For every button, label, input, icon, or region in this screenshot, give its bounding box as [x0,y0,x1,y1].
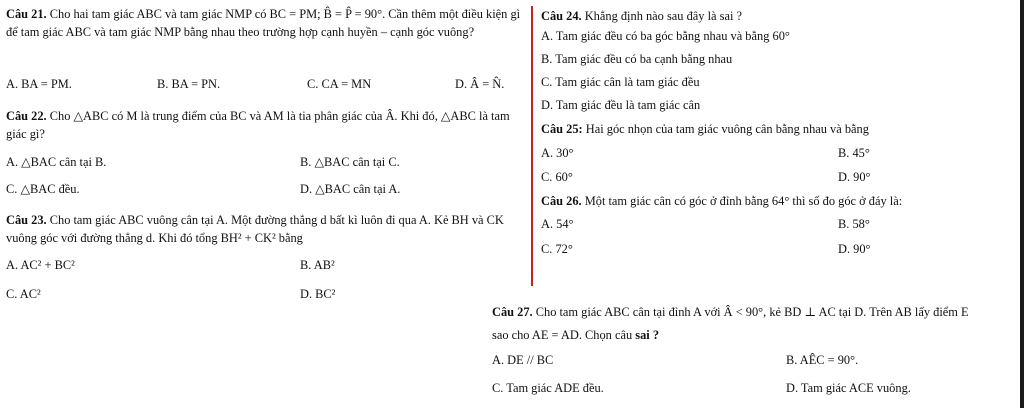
q21-option-a: A. BA = PM. [6,77,72,91]
q22-option-a: A. △BAC cân tại B. [6,155,107,169]
q27-label: Câu 27. [492,305,533,319]
q24-option-a: A. Tam giác đều có ba góc bằng nhau và bằng 60° [541,29,790,43]
question-21 [6,6,526,42]
q25-text: Hai góc nhọn của tam giác vuông cân bằng nhau và bằng [585,122,869,136]
q24-text: Khẳng định nào sau đây là sai ? [584,9,742,23]
q24-label: Câu 24. [541,9,582,23]
q27-text-line2: sao cho AE = AD. Chọn câu [492,328,633,342]
q23-option-a: A. AC² + BC² [6,258,75,272]
q27-option-c: C. Tam giác ADE đều. [492,381,604,395]
question-22 [6,108,526,144]
q25-option-c: C. 60° [541,170,573,184]
q27-line2 [492,327,659,345]
q26-option-d: D. 90° [838,242,871,256]
q26-option-b: B. 58° [838,217,870,231]
q25-option-d: D. 90° [838,170,871,184]
q23-option-b: B. AB² [300,258,335,272]
q26-option-a: A. 54° [541,217,574,231]
question-25 [541,121,869,139]
q23-label: Câu 23. [6,213,47,227]
q26-option-c: C. 72° [541,242,573,256]
question-23 [6,212,528,248]
question-24 [541,8,742,26]
q23-text: Cho tam giác ABC vuông cân tại A. Một đường thẳng d bất kì luôn đi qua A. Kẻ BH và CK vuông góc với đường thẳng d. Khi đó tổng BH² + CK² bằng [6,213,504,245]
q27-text-line1: Cho tam giác ABC cân tại đỉnh A với Â < 90°, kẻ BD ⊥ AC tại D. Trên AB lấy điểm E [535,305,969,319]
q25-option-b: B. 45° [838,146,870,160]
question-26 [541,193,902,211]
q27-option-b: B. AÊC = 90°. [786,353,859,367]
q22-option-d: D. △BAC cân tại A. [300,182,401,196]
question-27 [492,304,969,322]
right-frame-edge [1020,0,1024,408]
q26-text: Một tam giác cân có góc ở đỉnh bằng 64° thì số đo góc ở đáy là: [584,194,903,208]
column-divider [531,6,533,286]
q22-label: Câu 22. [6,109,47,123]
q22-option-b: B. △BAC cân tại C. [300,155,400,169]
q23-option-c: C. AC² [6,287,41,301]
q27-option-d: D. Tam giác ACE vuông. [786,381,911,395]
q22-text: Cho △ABC có M là trung điểm của BC và AM là tia phân giác của Â. Khi đó, △ABC là tam giác gì? [6,109,510,141]
q27-option-a: A. DE // BC [492,353,554,367]
q24-option-b: B. Tam giác đều có ba cạnh bằng nhau [541,52,733,66]
q24-option-d: D. Tam giác đều là tam giác cân [541,98,701,112]
q27-text-line2-emphasis: sai ? [635,328,660,342]
q21-text: Cho hai tam giác ABC và tam giác NMP có BC = PM; B̂ = P̂ = 90°. Cần thêm một điều kiện gì để tam giác ABC và tam giác NMP bằng nhau theo trường hợp cạnh huyền – cạnh góc vuông? [6,7,521,39]
q23-option-d: D. BC² [300,287,336,301]
q21-option-b: B. BA = PN. [157,77,221,91]
q25-label: Câu 25: [541,122,583,136]
q24-option-c: C. Tam giác cân là tam giác đều [541,75,700,89]
q22-option-c: C. △BAC đều. [6,182,80,196]
q25-option-a: A. 30° [541,146,574,160]
q21-label: Câu 21. [6,7,47,21]
q21-option-d: D. Â = N̂. [455,77,505,91]
q26-label: Câu 26. [541,194,582,208]
q21-option-c: C. CA = MN [307,77,372,91]
